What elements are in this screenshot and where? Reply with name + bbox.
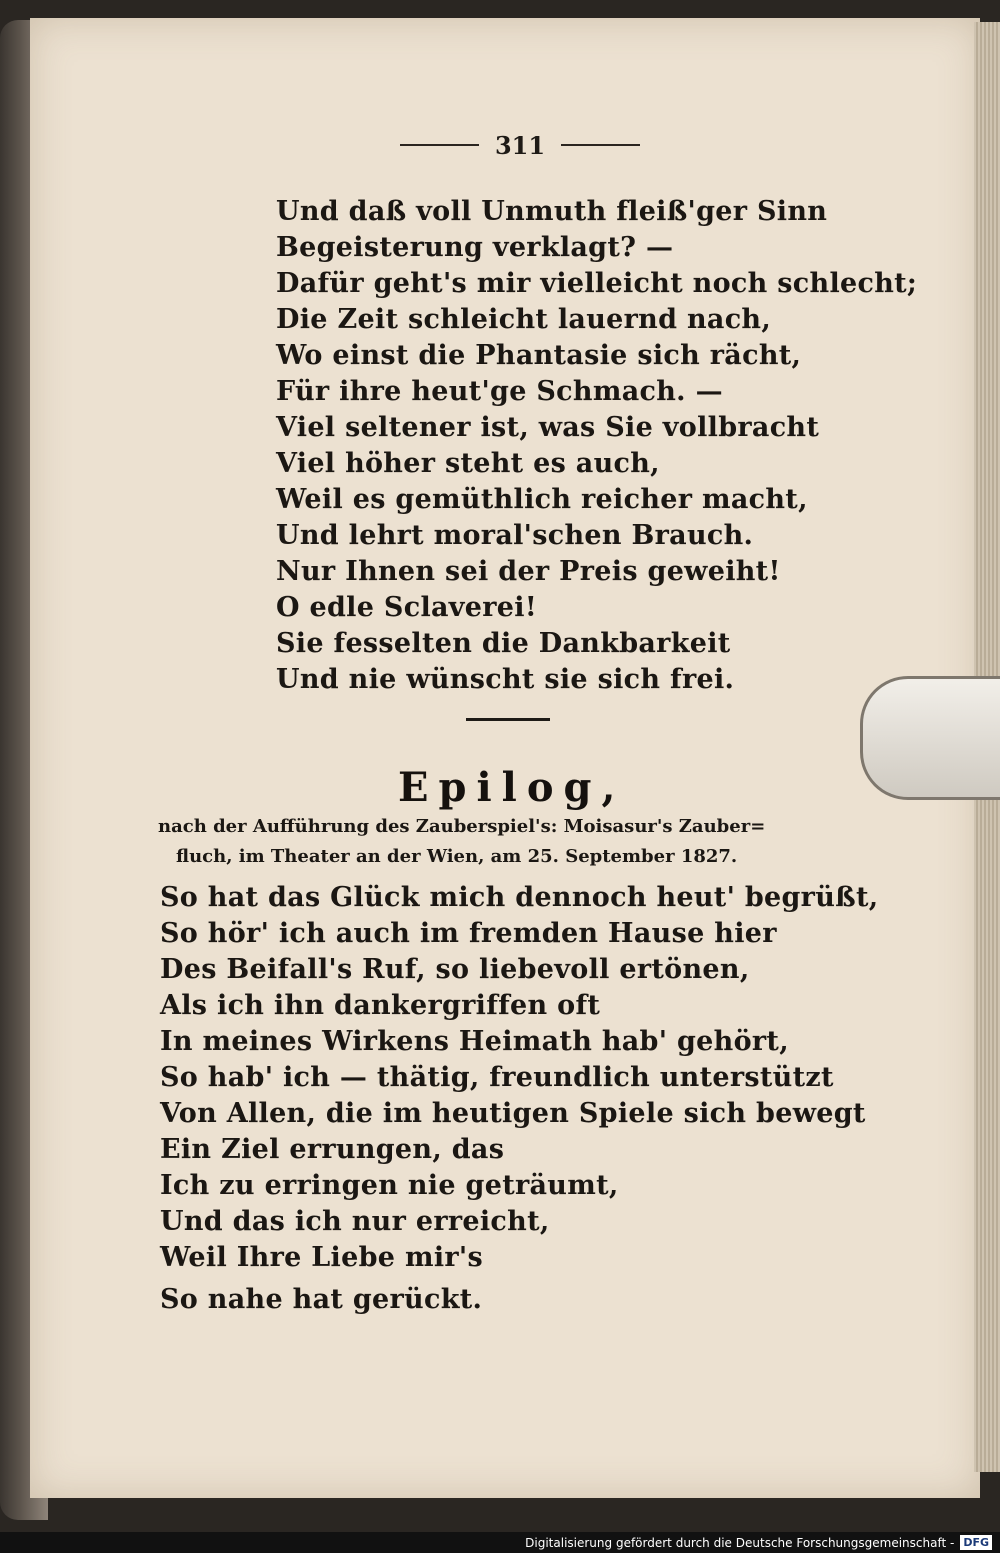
epilog-subtitle-line-1: nach der Aufführung des Zauberspiel's: Moisasur's Zauber= xyxy=(158,816,766,837)
verse-line: Und das ich nur erreicht, xyxy=(160,1206,550,1237)
header-rule-left xyxy=(400,144,479,146)
verse-line: Die Zeit schleicht lauernd nach, xyxy=(276,304,772,335)
verse-line: Und lehrt moral'schen Brauch. xyxy=(276,520,754,551)
verse-line: Sie fesselten die Dankbarkeit xyxy=(276,628,731,659)
verse-line: Und daß voll Unmuth fleiß'ger Sinn xyxy=(276,196,828,227)
verse-line: Ich zu erringen nie geträumt, xyxy=(160,1170,619,1201)
verse-line: Viel höher steht es auch, xyxy=(276,448,660,479)
section-divider xyxy=(466,718,550,721)
verse-line: Dafür geht's mir vielleicht noch schlecht; xyxy=(276,268,918,299)
verse-line: So hör' ich auch im fremden Hause hier xyxy=(160,918,777,949)
verse-line: Und nie wünscht sie sich frei. xyxy=(276,664,735,695)
page-clip xyxy=(860,676,1000,800)
verse-line: So nahe hat gerückt. xyxy=(160,1284,483,1315)
funding-credit: Digitalisierung gefördert durch die Deutsche Forschungsgemeinschaft - xyxy=(525,1535,955,1550)
verse-line: Für ihre heut'ge Schmach. — xyxy=(276,376,723,407)
epilog-subtitle-line-2: fluch, im Theater an der Wien, am 25. September 1827. xyxy=(176,846,738,867)
verse-line: Begeisterung verklagt? — xyxy=(276,232,674,263)
header-rule-right xyxy=(561,144,640,146)
verse-line: Von Allen, die im heutigen Spiele sich bewegt xyxy=(160,1098,866,1129)
verse-line: Weil es gemüthlich reicher macht, xyxy=(276,484,808,515)
page-header xyxy=(400,128,640,162)
verse-line: Des Beifall's Ruf, so liebevoll ertönen, xyxy=(160,954,750,985)
verse-line: Ein Ziel errungen, das xyxy=(160,1134,505,1165)
epilog-title: Epilog, xyxy=(398,764,626,811)
verse-line: Nur Ihnen sei der Preis geweiht! xyxy=(276,556,781,587)
verse-line: O edle Sclaverei! xyxy=(276,592,537,623)
verse-line: Wo einst die Phantasie sich rächt, xyxy=(276,340,802,371)
verse-line: In meines Wirkens Heimath hab' gehört, xyxy=(160,1026,789,1057)
verse-line: Viel seltener ist, was Sie vollbracht xyxy=(276,412,820,443)
dfg-logo: DFG xyxy=(960,1535,992,1550)
verse-line: Weil Ihre Liebe mir's xyxy=(160,1242,483,1273)
digitization-footer xyxy=(0,1532,1000,1553)
verse-line: So hat das Glück mich dennoch heut' begrüßt, xyxy=(160,882,879,913)
page-number: 311 xyxy=(494,130,546,160)
verse-line: Als ich ihn dankergriffen oft xyxy=(160,990,601,1021)
verse-line: So hab' ich — thätig, freundlich unterstützt xyxy=(160,1062,834,1093)
